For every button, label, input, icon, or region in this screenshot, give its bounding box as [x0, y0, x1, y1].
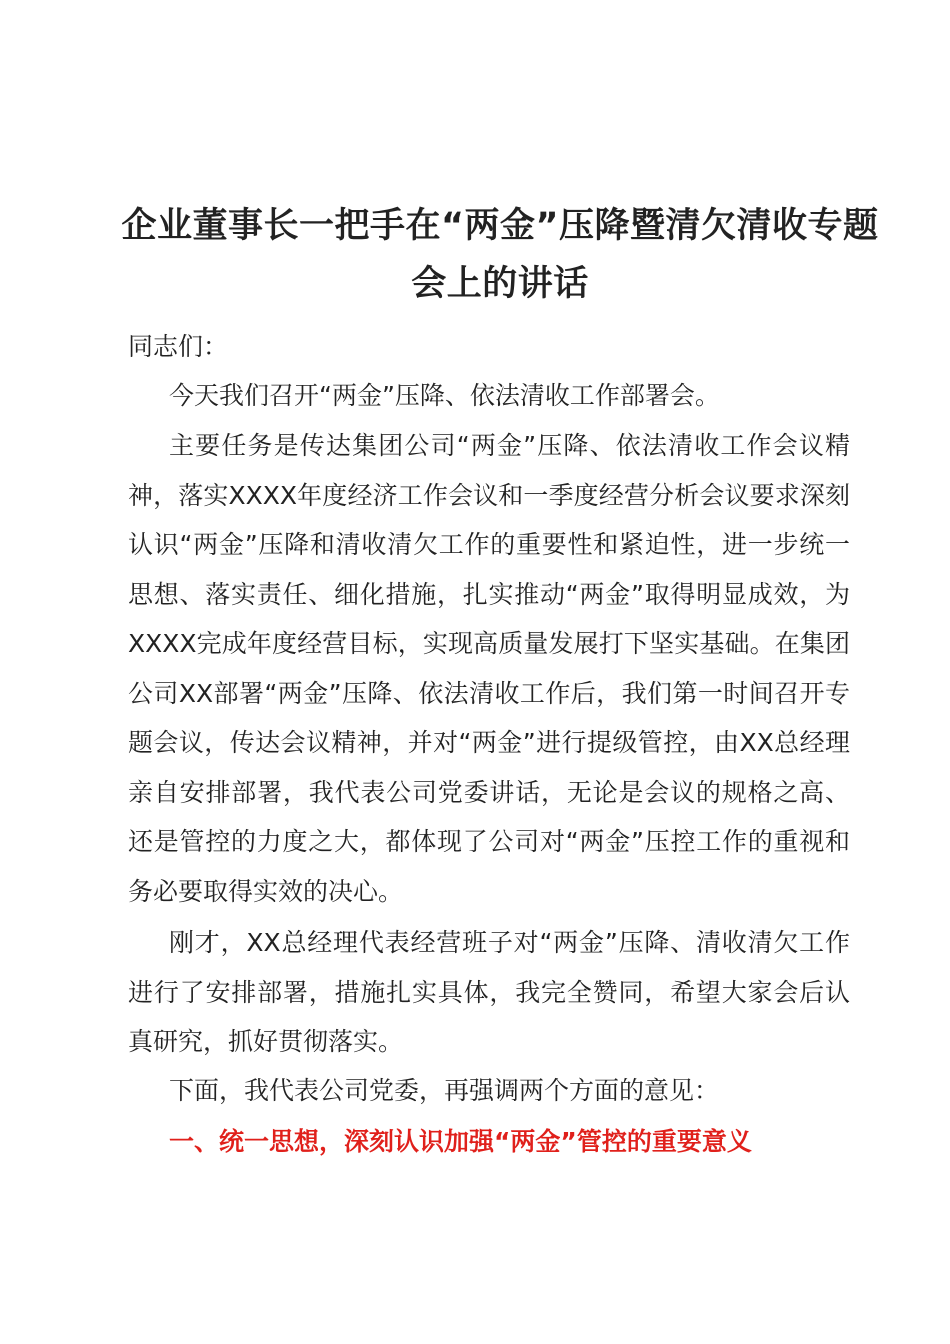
paragraph-3: 刚才，XX总经理代表经营班子对“两金”压降、清收清欠工作进行了安排部署，措施扎实具体，我完全赞同，希望大家会后认真研究，抓好贯彻落实。	[128, 928, 850, 1056]
paragraph-4: 下面，我代表公司党委，再强调两个方面的意见：	[169, 1076, 720, 1105]
paragraph-2: 主要任务是传达集团公司“两金”压降、依法清收工作会议精神，落实XXXX年度经济工作会议和一季度经营分析会议要求深刻认识“两金”压降和清收清欠工作的重要性和紧迫性，进一步统一思想、落实责任、细化措施，扎实推动“两金”取得明显成效，为XXXX完成年度经营目标，实现高质量发展打下坚实基础。在集团公司XX部署“两金”压降、依法清收工作后，我们第一时间召开专题会议，传达会议精神，并对“两金”进行提级管控，由XX总经理亲自安排部署，我代表公司党委讲话，无论是会议的规格之高、还是管控的力度之大，都体现了公司对“两金”压控工作的重视和务必要取得实效的决心。	[128, 431, 850, 906]
document-title: 企业董事长一把手在“两金”压降暨清欠清收专题会上的讲话	[121, 206, 879, 304]
greeting: 同志们：	[128, 332, 229, 361]
section-heading-1: 一、统一思想，深刻认识加强“两金”管控的重要意义	[169, 1127, 752, 1156]
paragraph-1: 今天我们召开“两金”压降、依法清收工作部署会。	[169, 381, 720, 410]
